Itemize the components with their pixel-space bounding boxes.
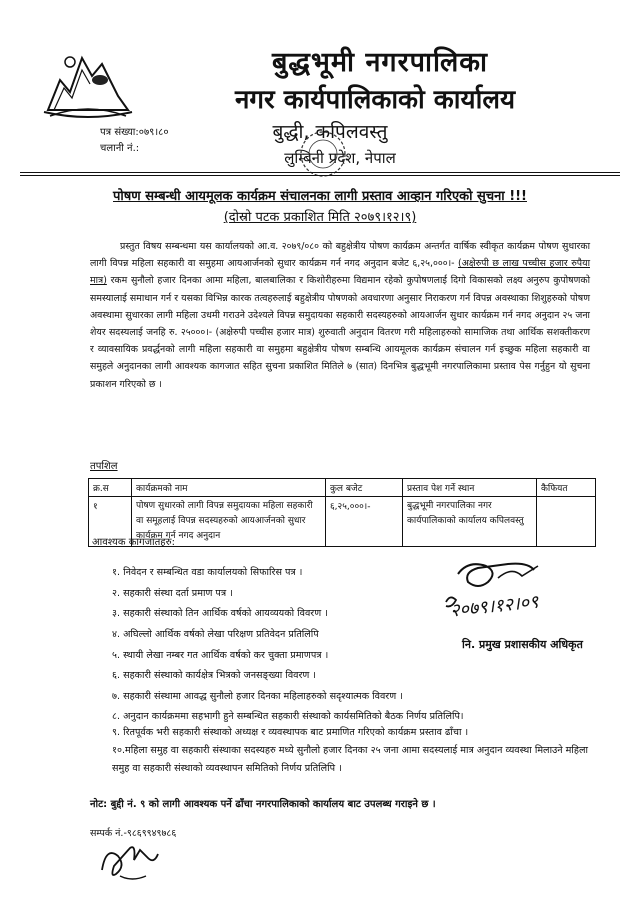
body-text-2: रकम सुनौलो हजार दिनका आमा महिला, बालबालिका र किशोरीहरुमा विद्यमान रहेको कुपोषणलाई दिगो विकासको लक्ष्य अनुरुप कुपोषणको समस्यालाई समाधान गर्न र यसका विभिन्न कारक तत्वहरुलाई बहुक्षेत्रीय पोषणको अवधारणा अनुसार निराकरण गर्न विपन्न अवस्थाका शिशुहरुको पोषण अवस्थामा सुधारका लागी महिला उधमी गराउने उदेश्यले विपन्न समुदायका सहकारी सदस्यहरुको आयआर्जन सुधार कार्यक्रम गर्न नगद अनुदान २५ जना शेयर सदस्यलाई जनहि रु. २५०००।- (अक्षेरुपी पच्चीस हजार मात्र) शुरुवाती अनुदान वितरण गरी महिलाहरुको सामाजिक तथा आर्थिक सशक्तीकरण र व्यावसायिक प्रवर्द्धनको लागी महिला सहकारी वा समुहमा बहुक्षेत्रीय पोषण सम्बन्धि आयमूलक कार्यक्रम संचालन गर्न इच्छुक महिला सहकारी वा समुहले अनुदानका लागी आवश्यक कागजात सहित सुचना प्रकाशित मितिले ७ (सात) दिनभित्र बुद्धभूमी नगरपालिकामा प्रस्ताव पेस गर्नुहुन यो सुचना प्रकाशन गरिएको छ । [90, 275, 590, 390]
body-text-1: प्रस्तुत विषय सम्बन्धमा यस कार्यालयको आ.व. २०७९/०८० को बहुक्षेत्रीय पोषण कार्यक्रम अन्तर्गत वार्षिक स्वीकृत कार्यक्रम पोषण सुधारका लागी विपन्न महिला सहकारी वा समुहमा आयआर्जनको सुधार कार्यक्रम गर्न नगद अनुदान बजेट ६,२५,०००।- [90, 241, 590, 270]
notice-body [90, 238, 590, 393]
cell-place: बुद्धभूमी नगरपालिका नगर कार्यपालिकाको कार्यालय कपिलवस्तु [403, 497, 537, 547]
doc-item: १. निवेदन र सम्बन्धित वडा कार्यालयको सिफारिस पत्र । [112, 567, 303, 578]
col-header-sn: क्र.स [89, 479, 132, 497]
header-divider-2 [20, 175, 620, 176]
cell-program-name: पोषण सुधारको लागी विपन्न समुदायका महिला सहकारी वा समूहलाई विपन्न सदस्यहरुको आयआर्जनको सुधार कार्यक्रम गर्न नगद अनुदान [132, 497, 326, 547]
col-header-budget: कुल बजेट [326, 479, 403, 497]
required-docs-title: आवश्यक कागजातहरु: [92, 537, 175, 548]
municipality-emblem-icon [40, 40, 135, 122]
doc-item: ८. अनुदान कार्यक्रममा सहभागी हुने सम्बन्धित सहकारी संस्थाको कार्यसमितिको बैठक निर्णय प्रतिलिपि। [112, 711, 464, 722]
col-header-name: कार्यक्रमको नाम [132, 479, 326, 497]
doc-item: २. सहकारी संस्था दर्ता प्रमाण पत्र । [112, 588, 233, 599]
dispatch-number: चलानी नं.: [100, 143, 140, 154]
handwritten-date: २०७९।१२।०९ [449, 591, 540, 622]
col-header-remarks: कैफियत [537, 479, 596, 497]
doc-item: ९. रितपूर्वक भरी सहकारी संस्थाको अध्यक्ष र व्यवस्थापक बाट प्रमाणित गरिएको कार्यक्रम प्रस्ताव ढाँचा । [112, 727, 469, 738]
footer-note: नोट: बुद्दी नं. ९ को लागी आवश्यक पर्ने ढाँचा नगरपालिकाको कार्यालय बाट उपलब्ध गराइने छ । [90, 799, 436, 810]
publication-date: (दोस्रो पटक प्रकाशित मिति २०७९।१२।९) [223, 210, 417, 225]
doc-item: ७. सहकारी संस्थामा आवद्ध सुनौलो हजार दिनका महिलाहरुको सदृश्यात्मक विवरण । [112, 691, 403, 702]
doc-item: ४. अघिल्लो आर्थिक वर्षको लेखा परिक्षण प्रतिवेदन प्रतिलिपि [112, 629, 319, 640]
office-name: नगर कार्यपालिकाको कार्यालय [234, 85, 516, 115]
doc-item: ३. सहकारी संस्थाको तिन आर्थिक वर्षको आयव्ययको विवरण । [112, 608, 328, 619]
bottom-signature-icon [96, 836, 166, 886]
contact-number: सम्पर्क नं.-९८६९९४९७८६ [90, 828, 177, 839]
table-header-row [89, 479, 596, 497]
doc-item-10: १०.महिला समुह वा सहकारी संस्थाका सदस्यहरु मध्ये सुनौलो हजार दिनका २५ जना आमा सदस्यलाई मात्र अनुदान व्यवस्था मिलाउने महिला समुह वा सहकारी संस्थाको व्यवस्थापन समितिको निर्णय प्रतिलिपि । [112, 745, 588, 774]
office-region: लुम्बिनी प्रदेश, नेपाल [284, 149, 396, 167]
header-divider [20, 172, 620, 173]
doc-item: ५. स्थायी लेखा नम्बर गत आर्थिक वर्षको कर चुक्ता प्रमाणपत्र । [112, 650, 329, 661]
cell-sn: १ [89, 497, 132, 547]
office-location: बुद्धी, कपिलवस्तु [272, 121, 388, 143]
letter-number: पत्र संख्या:०७९।८० [100, 127, 169, 138]
officer-title: नि. प्रमुख प्रशासकीय अधिकृत [462, 638, 583, 651]
details-label: तपशिल [90, 461, 118, 472]
office-stamp-icon [285, 128, 365, 178]
doc-item: ६. सहकारी संस्थाको कार्यक्षेत्र भित्रको जनसङ्ख्या विवरण । [112, 670, 317, 681]
col-header-place: प्रस्ताव पेश गर्ने स्थान [403, 479, 537, 497]
municipality-name: बुद्धभूमी नगरपालिका [271, 47, 489, 78]
cell-budget: ६,२५,०००।- [326, 497, 403, 547]
notice-subject: पोषण सम्बन्धी आयमूलक कार्यक्रम संचालनका लागी प्रस्ताव आव्हान गरिएको सुचना !!! [113, 189, 527, 204]
amount-in-words: (अक्षेरुपी छ लाख पच्चीस हजार रुपैया मात्र) [90, 258, 590, 287]
cell-remarks [537, 497, 596, 547]
